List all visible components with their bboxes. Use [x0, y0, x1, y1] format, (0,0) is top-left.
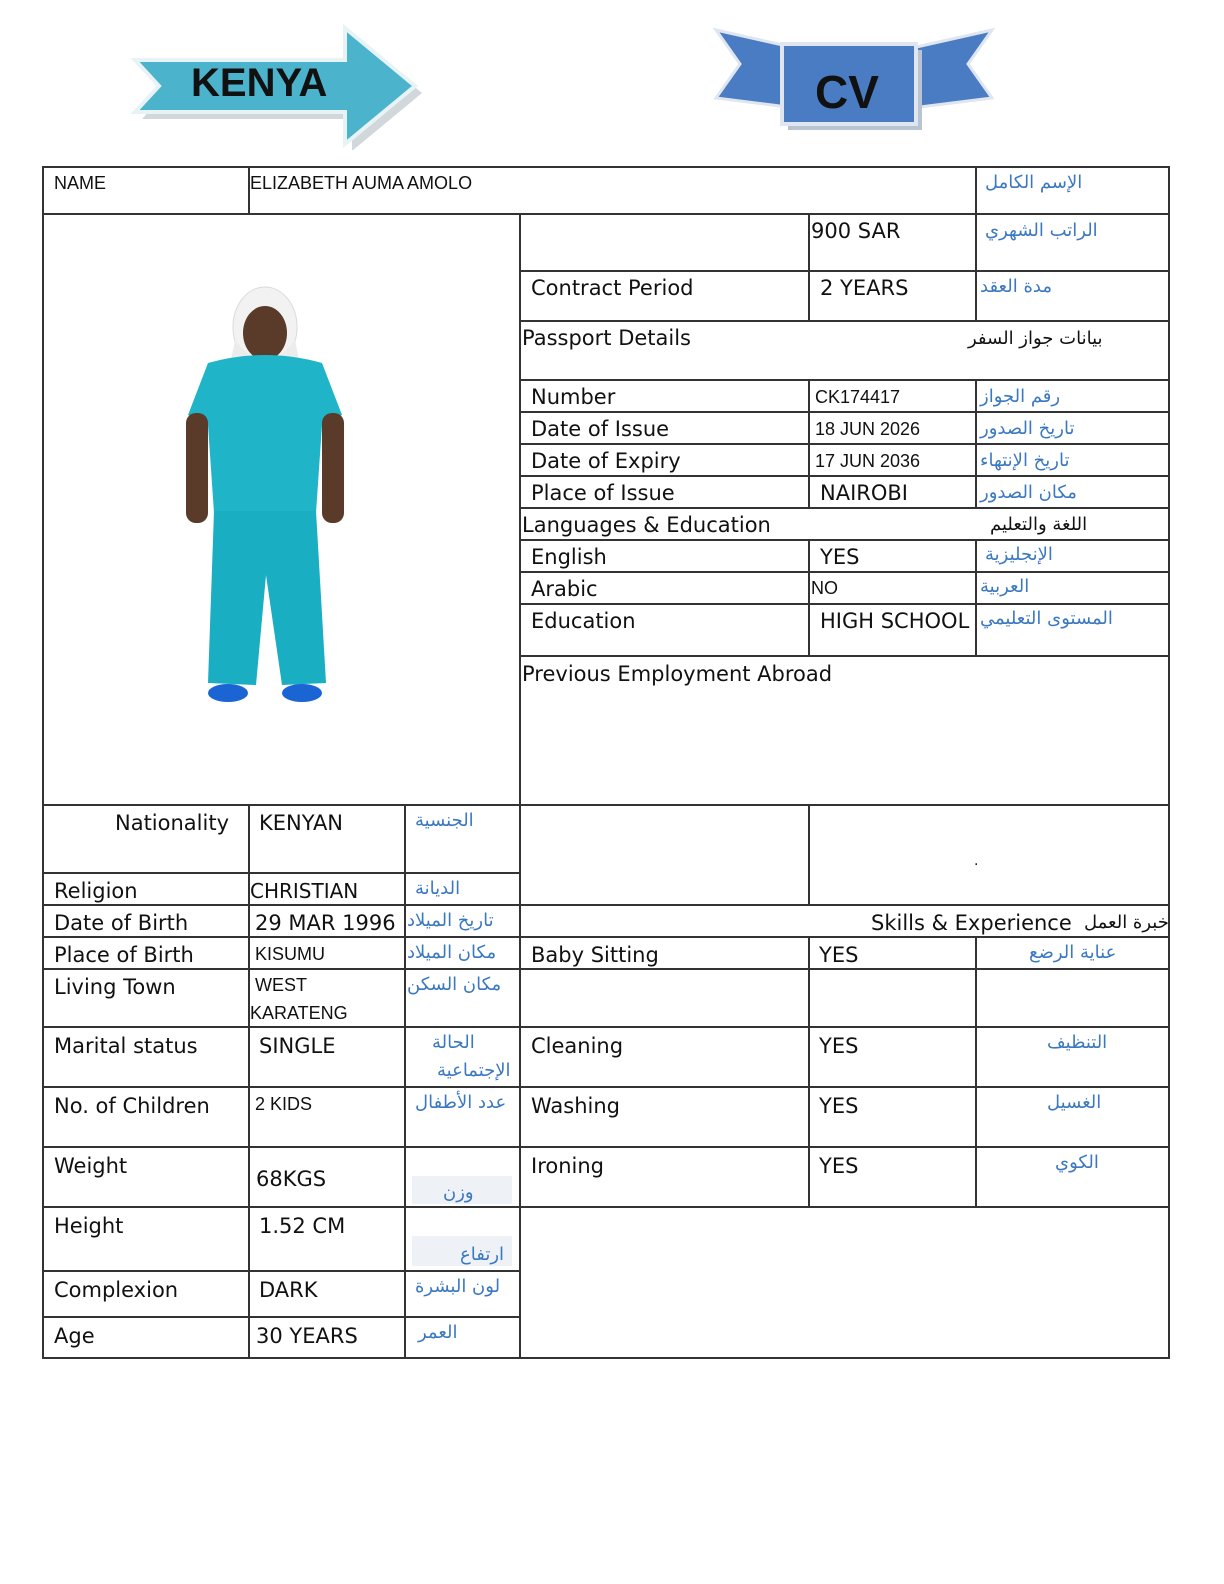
height-label-ar: ارتفاع: [460, 1244, 505, 1265]
living-town-value-line1: WEST: [255, 975, 307, 995]
children-label-ar: عدد الأطفال: [415, 1092, 507, 1113]
stray-dot: .: [974, 853, 979, 869]
expiry-date-value: 17 JUN 2036: [815, 451, 921, 471]
contract-label: Contract Period: [531, 276, 694, 300]
name-value: ELIZABETH AUMA AMOLO: [250, 173, 473, 193]
education-label-ar: المستوى التعليمي: [980, 608, 1113, 629]
applicant-photo: [170, 285, 360, 715]
weight-label: Weight: [54, 1154, 128, 1178]
english-label: English: [531, 545, 607, 569]
cleaning-label: Cleaning: [531, 1034, 624, 1058]
salary-label-ar: الراتب الشهري: [985, 220, 1098, 241]
washing-label: Washing: [531, 1094, 621, 1118]
washing-label-ar: الغسيل: [1047, 1092, 1102, 1113]
baby-sitting-value: YES: [819, 943, 859, 967]
pob-value: KISUMU: [255, 944, 326, 964]
cv-label: CV: [815, 66, 879, 118]
passport-number-value: CK174417: [815, 387, 901, 407]
ironing-value: YES: [819, 1154, 859, 1178]
place-of-issue-label-ar: مكان الصدور: [980, 482, 1077, 503]
children-label: No. of Children: [54, 1094, 210, 1118]
nationality-value: KENYAN: [259, 811, 344, 835]
pob-label-ar: مكان الميلاد: [407, 942, 497, 963]
children-value: 2 KIDS: [255, 1094, 313, 1114]
country-label: KENYA: [191, 61, 328, 105]
marital-label-ar-line2: الإجتماعية: [437, 1060, 511, 1081]
skills-heading: Skills & Experience: [871, 911, 1072, 935]
complexion-label: Complexion: [54, 1278, 179, 1302]
passport-number-label-ar: رقم الجواز: [980, 386, 1061, 407]
religion-label: Religion: [54, 879, 138, 903]
name-label-ar: الإسم الكامل: [985, 172, 1083, 193]
complexion-value: DARK: [259, 1278, 318, 1302]
salary-value: 900 SAR: [811, 219, 901, 243]
height-label: Height: [54, 1214, 124, 1238]
passport-number-label: Number: [531, 385, 616, 409]
living-town-label: Living Town: [54, 975, 176, 999]
name-label: NAME: [54, 173, 107, 193]
skills-heading-ar: خبرة العمل: [1084, 912, 1169, 933]
ironing-label-ar: الكوي: [1055, 1152, 1099, 1173]
pob-label: Place of Birth: [54, 943, 194, 967]
washing-value: YES: [819, 1094, 859, 1118]
living-town-label-ar: مكان السكن: [407, 974, 502, 995]
marital-label: Marital status: [54, 1034, 198, 1058]
dob-label-ar: تاريخ الميلاد: [407, 910, 494, 931]
previous-employment-heading: Previous Employment Abroad: [522, 662, 833, 686]
issue-date-label: Date of Issue: [531, 417, 670, 441]
religion-value: CHRISTIAN: [250, 879, 359, 903]
living-town-value-line2: KARATENG: [250, 1003, 348, 1023]
education-label: Education: [531, 609, 636, 633]
nationality-label-ar: الجنسية: [415, 810, 474, 831]
issue-date-label-ar: تاريخ الصدور: [980, 418, 1075, 439]
passport-heading-ar: بيانات جواز السفر: [968, 328, 1103, 349]
dob-label: Date of Birth: [54, 911, 189, 935]
arabic-value: NO: [811, 578, 838, 598]
education-value: HIGH SCHOOL: [820, 609, 970, 633]
place-of-issue-label: Place of Issue: [531, 481, 675, 505]
age-value: 30 YEARS: [256, 1324, 358, 1348]
languages-heading: Languages & Education: [522, 513, 771, 537]
expiry-date-label-ar: تاريخ الإنتهاء: [980, 450, 1070, 471]
passport-heading: Passport Details: [522, 326, 691, 350]
age-label: Age: [54, 1324, 95, 1348]
age-label-ar: العمر: [418, 1322, 458, 1343]
ironing-label: Ironing: [531, 1154, 604, 1178]
complexion-label-ar: لون البشرة: [415, 1276, 501, 1297]
baby-sitting-label: Baby Sitting: [531, 943, 659, 967]
religion-label-ar: الديانة: [415, 878, 461, 899]
nationality-label: Nationality: [115, 811, 230, 835]
place-of-issue-value: NAIROBI: [820, 481, 908, 505]
arabic-label-ar: العربية: [980, 576, 1030, 597]
marital-label-ar-line1: الحالة: [432, 1032, 475, 1053]
contract-label-ar: مدة العقد: [980, 276, 1052, 297]
languages-heading-ar: اللغة والتعليم: [990, 514, 1088, 535]
marital-value: SINGLE: [259, 1034, 336, 1058]
english-label-ar: الإنجليزية: [985, 544, 1053, 565]
arabic-label: Arabic: [531, 577, 598, 601]
weight-value: 68KGS: [256, 1167, 327, 1191]
issue-date-value: 18 JUN 2026: [815, 419, 921, 439]
cleaning-value: YES: [819, 1034, 859, 1058]
cleaning-label-ar: التنظيف: [1047, 1032, 1108, 1053]
baby-sitting-label-ar: عناية الرضع: [1029, 942, 1117, 963]
english-value: YES: [820, 545, 860, 569]
weight-label-ar: وزن: [443, 1182, 474, 1203]
expiry-date-label: Date of Expiry: [531, 449, 681, 473]
dob-value: 29 MAR 1996: [255, 911, 396, 935]
contract-value: 2 YEARS: [820, 276, 909, 300]
height-value: 1.52 CM: [259, 1214, 346, 1238]
